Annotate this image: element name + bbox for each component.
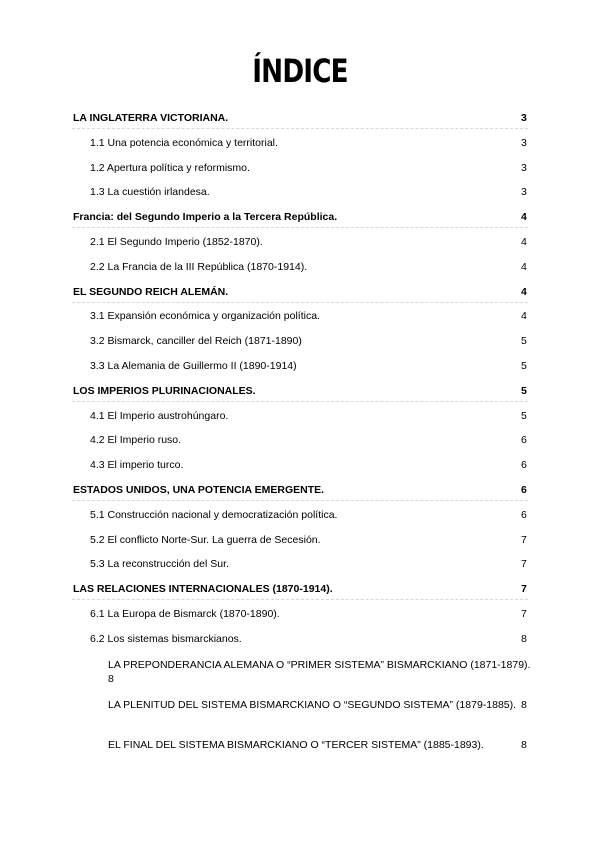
section-divider bbox=[72, 599, 528, 601]
section-divider bbox=[72, 128, 528, 130]
toc-entry-label: LA PLENITUD DEL SISTEMA BISMARCKIANO O “SEGUNDO SISTEMA” (1879-1885). bbox=[108, 699, 517, 711]
toc-entry-page: 7 bbox=[521, 533, 527, 546]
toc-entry-page: 8 bbox=[108, 673, 114, 685]
toc-entry-page: 4 bbox=[521, 236, 527, 248]
toc-entry-label: LA INGLATERRA VICTORIANA. bbox=[73, 112, 229, 124]
toc-entry-page: 8 bbox=[521, 699, 527, 711]
toc-entry-page: 6 bbox=[521, 508, 527, 521]
toc-entry-page: 6 bbox=[521, 459, 527, 472]
toc-entry-label: ESTADOS UNIDOS, UNA POTENCIA EMERGENTE. bbox=[73, 484, 325, 496]
toc-entry-label: LAS RELACIONES INTERNACIONALES (1870-1914). bbox=[73, 583, 333, 596]
toc-entry-page: 3 bbox=[521, 112, 527, 124]
toc-entry-label: 5.2 El conflicto Norte-Sur. La guerra de Secesión. bbox=[90, 533, 321, 546]
toc-entry-label: 1.1 Una potencia económica y territorial. bbox=[90, 136, 278, 149]
toc-entry-page: 5 bbox=[521, 384, 527, 397]
toc-entry-page: 3 bbox=[521, 136, 527, 149]
section-divider bbox=[72, 500, 528, 502]
toc-entry-page: 4 bbox=[521, 211, 527, 224]
toc-entry-page: 6 bbox=[521, 484, 527, 496]
section-divider bbox=[72, 401, 528, 403]
toc-entry-label: 2.2 La Francia de la III República (1870-1914). bbox=[90, 260, 308, 273]
toc-entry-page: 5 bbox=[521, 409, 527, 422]
toc-entry-label: 4.1 El Imperio austrohúngaro. bbox=[90, 409, 229, 422]
toc-entry-page: 5 bbox=[521, 335, 527, 348]
toc-entry-label: 1.2 Apertura política y reformismo. bbox=[90, 161, 250, 174]
toc-entry-label: EL SEGUNDO REICH ALEMÁN. bbox=[73, 285, 229, 298]
toc-entry-page: 4 bbox=[521, 285, 527, 298]
toc-entry-page: 5 bbox=[521, 360, 527, 372]
toc-entry-page: 8 bbox=[521, 632, 527, 645]
toc-entry-label: 1.3 La cuestión irlandesa. bbox=[90, 186, 210, 199]
toc-entry-label: 6.2 Los sistemas bismarckianos. bbox=[90, 632, 242, 645]
toc-entry-label: 3.3 La Alemania de Guillermo II (1890-1914) bbox=[90, 360, 297, 372]
toc-entry-page: 3 bbox=[521, 186, 527, 199]
toc-entry-page: 8 bbox=[521, 739, 527, 751]
toc-entry-page: 3 bbox=[521, 161, 527, 174]
toc-entry-page: 7 bbox=[521, 608, 527, 620]
toc-entry-page: 4 bbox=[521, 310, 527, 323]
toc-entry-label: LA PREPONDERANCIA ALEMANA O “PRIMER SISTEMA” BISMARCKIANO (1871-1879). bbox=[108, 659, 531, 671]
toc-entry-label: 4.2 El Imperio ruso. bbox=[90, 434, 182, 447]
toc-entry-page: 6 bbox=[521, 434, 527, 447]
toc-entry-page: 7 bbox=[521, 583, 527, 596]
section-divider bbox=[72, 302, 528, 304]
toc-entry-label: 3.2 Bismarck, canciller del Reich (1871-1890) bbox=[90, 335, 302, 348]
toc-entry-label: 2.1 El Segundo Imperio (1852-1870). bbox=[90, 236, 263, 248]
toc-entry-label: 6.1 La Europa de Bismarck (1870-1890). bbox=[90, 608, 280, 620]
toc-entry-label: 5.1 Construcción nacional y democratización política. bbox=[90, 508, 338, 521]
toc-entry-label: 3.1 Expansión económica y organización política. bbox=[90, 310, 320, 323]
section-divider bbox=[72, 227, 528, 229]
toc-entry-label: LOS IMPERIOS PLURINACIONALES. bbox=[73, 384, 256, 397]
toc-entry-page: 4 bbox=[521, 260, 527, 273]
toc-entry-label: 5.3 La reconstrucción del Sur. bbox=[90, 558, 229, 571]
toc-entry-label: EL FINAL DEL SISTEMA BISMARCKIANO O “TERCER SISTEMA” (1885-1893). bbox=[108, 739, 484, 751]
page-title: ÍNDICE bbox=[252, 52, 348, 90]
toc-entry-page: 7 bbox=[521, 558, 527, 571]
toc-entry-label: 4.3 El imperio turco. bbox=[90, 459, 184, 472]
toc-entry-label: Francia: del Segundo Imperio a la Tercera República. bbox=[73, 211, 338, 224]
